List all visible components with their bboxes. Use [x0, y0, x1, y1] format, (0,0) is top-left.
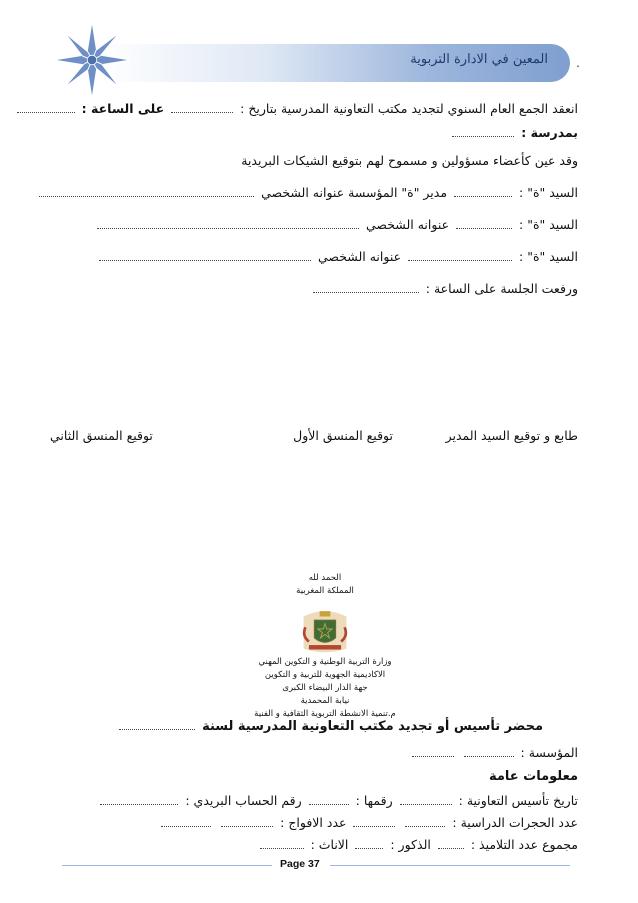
footer-rule-right	[330, 865, 570, 866]
member-3-address-blank	[99, 251, 311, 261]
members-intro: وقد عين كأعضاء مسؤولين و مسموح لهم بتوقيع الشيكات البريدية	[241, 153, 578, 168]
meeting-time-label: على الساعة :	[81, 101, 165, 116]
account-blank	[100, 795, 178, 805]
second-coordinator-signature-label: توقيع المنسق الثاني	[50, 428, 153, 443]
groups-blank-2	[161, 817, 211, 827]
institution-blank-1	[464, 747, 514, 757]
star-ornament-icon	[52, 20, 132, 100]
region-text: جهة الدار البيضاء الكبرى	[282, 683, 368, 693]
year-blank	[119, 720, 195, 730]
classrooms-blank-1	[405, 817, 445, 827]
unit-text: م.تنمية الانشطة التربوية الثقافية و الفنية	[254, 709, 396, 719]
students-label: مجموع عدد التلاميذ :	[470, 837, 578, 852]
females-blank	[260, 839, 304, 849]
member-3-name-blank	[408, 251, 512, 261]
member-1-name-blank	[454, 187, 512, 197]
meeting-date-label: انعقد الجمع العام السنوي لتجديد مكتب التعاونية المدرسية بتاريخ :	[240, 101, 578, 116]
students-line	[40, 836, 578, 854]
date-blank	[171, 103, 233, 113]
member-2-name-blank	[456, 219, 512, 229]
member-1-role: مدير "ة" المؤسسة عنوانه الشخصي	[261, 185, 448, 200]
kingdom-text: المملكة المغربية	[296, 586, 354, 596]
founding-line	[40, 792, 578, 810]
groups-blank-1	[221, 817, 273, 827]
classrooms-label: عدد الحجرات الدراسية :	[452, 815, 578, 830]
directorate-text: نيابة المحمدية	[300, 696, 350, 706]
founding-date-blank	[400, 795, 452, 805]
member-3-address-label: عنوانه الشخصي	[317, 249, 402, 264]
institution-line	[40, 744, 578, 762]
minutes-title-line	[40, 718, 543, 736]
member-2-line	[40, 216, 578, 234]
account-label: رقم الحساب البريدي :	[185, 793, 302, 808]
school-line	[40, 124, 578, 142]
member-3-line	[40, 248, 578, 266]
footer-rule-left	[62, 865, 272, 866]
number-blank	[309, 795, 349, 805]
first-coordinator-signature-label: توقيع المنسق الأول	[293, 428, 393, 443]
member-1-address-blank	[39, 187, 254, 197]
closing-label: ورفعت الجلسة على الساعة :	[425, 281, 578, 296]
official-header	[200, 572, 450, 721]
moroccan-coat-of-arms-icon	[298, 604, 352, 654]
member-1-label: السيد "ة" :	[519, 185, 578, 200]
member-2-address-label: عنوانه الشخصي	[365, 217, 450, 232]
rooms-line	[40, 814, 578, 832]
groups-label: عدد الافواج :	[280, 815, 347, 830]
header-dot: .	[576, 56, 580, 70]
academy-text: الاكاديمية الجهوية للتربية و التكوين	[264, 670, 386, 680]
founding-date-label: تاريخ تأسيس التعاونية :	[458, 793, 578, 808]
director-signature-label: طابع و توقيع السيد المدير	[445, 428, 578, 443]
school-blank	[452, 127, 514, 137]
males-label: الذكور :	[390, 837, 431, 852]
females-label: الاناث :	[310, 837, 349, 852]
males-blank	[355, 839, 383, 849]
closing-line	[40, 280, 578, 298]
closing-time-blank	[313, 283, 419, 293]
praise-text: الحمد لله	[308, 573, 342, 583]
general-info-heading: معلومات عامة	[488, 769, 578, 784]
institution-blank-2	[412, 747, 454, 757]
students-blank	[438, 839, 464, 849]
page-number: Page 37	[280, 858, 320, 870]
school-label: بمدرسة :	[521, 125, 578, 140]
institution-label: المؤسسة :	[520, 745, 578, 760]
ministry-text: وزارة التربية الوطنية و التكوين المهني	[258, 657, 392, 667]
classrooms-blank-2	[353, 817, 395, 827]
meeting-line	[40, 100, 578, 118]
header-title: المعين في الادارة التربوية	[410, 52, 548, 67]
member-2-label: السيد "ة" :	[519, 217, 578, 232]
number-label: رقمها :	[355, 793, 393, 808]
time-blank	[17, 103, 75, 113]
member-2-address-blank	[97, 219, 359, 229]
member-3-label: السيد "ة" :	[519, 249, 578, 264]
minutes-title: محضر تأسيس أو تجديد مكتب التعاونية المدرسية لسنة	[202, 719, 543, 734]
member-1-line	[40, 184, 578, 202]
